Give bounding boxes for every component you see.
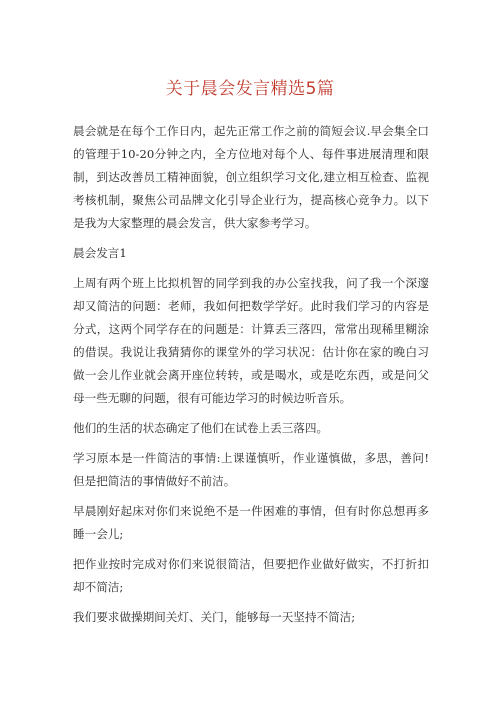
section-heading-1: 晨会发言1 <box>73 246 127 260</box>
document-title: 关于晨会发言精选5篇 <box>165 79 335 99</box>
paragraph: 把作业按时完成对你们来说很简洁，但要把作业做好做实，不打折扣却不简洁; <box>73 557 429 594</box>
paragraph: 我们要求做操期间关灯、关门，能够每一天坚持不简洁; <box>73 610 356 624</box>
paragraph: 他们的生活的状态确定了他们在试卷上丢三落四。 <box>73 421 329 435</box>
paragraph: 学习原本是一件简洁的事情:上课谨慎听，作业谨慎做，多思，善问!但是把简洁的事情做好不前洁。 <box>73 451 429 488</box>
paragraph: 早晨刚好起床对你们来说绝不是一件困难的事情，但有时你总想再多睡一会儿; <box>73 504 429 541</box>
document-body <box>73 120 429 636</box>
paragraph-intro: 晨会就是在每个工作日内，起先正常工作之前的简短会议.早会集全口的管理于10-20分钟之内，全方位地对每个人、每件事进展清理和限制，到达改善员工精神面貌，创立组织学习文化,建立相互检查、监视考核机制，聚焦公司品牌文化引导企业行为，提高核心竞争力。以下是我为大家整理的晨会发言，供大家参考学习。 <box>73 124 429 230</box>
paragraph: 上周有两个班上比拟机智的同学到我的办公室找我，问了我一个深邃却又简洁的问题：老师，我如何把数学学好。此时我们学习的内容是分式，这两个同学存在的问题是：计算丢三落四，常常出现稀里糊涂的借误。我说让我猜猜你的课堂外的学习状况：估计你在家的晚白习做一会儿作业就会离开座位转转，或是喝水，或是吃东西，或是问父母一些无聊的问题，很有可能边学习的时候边听音乐。 <box>73 276 429 405</box>
